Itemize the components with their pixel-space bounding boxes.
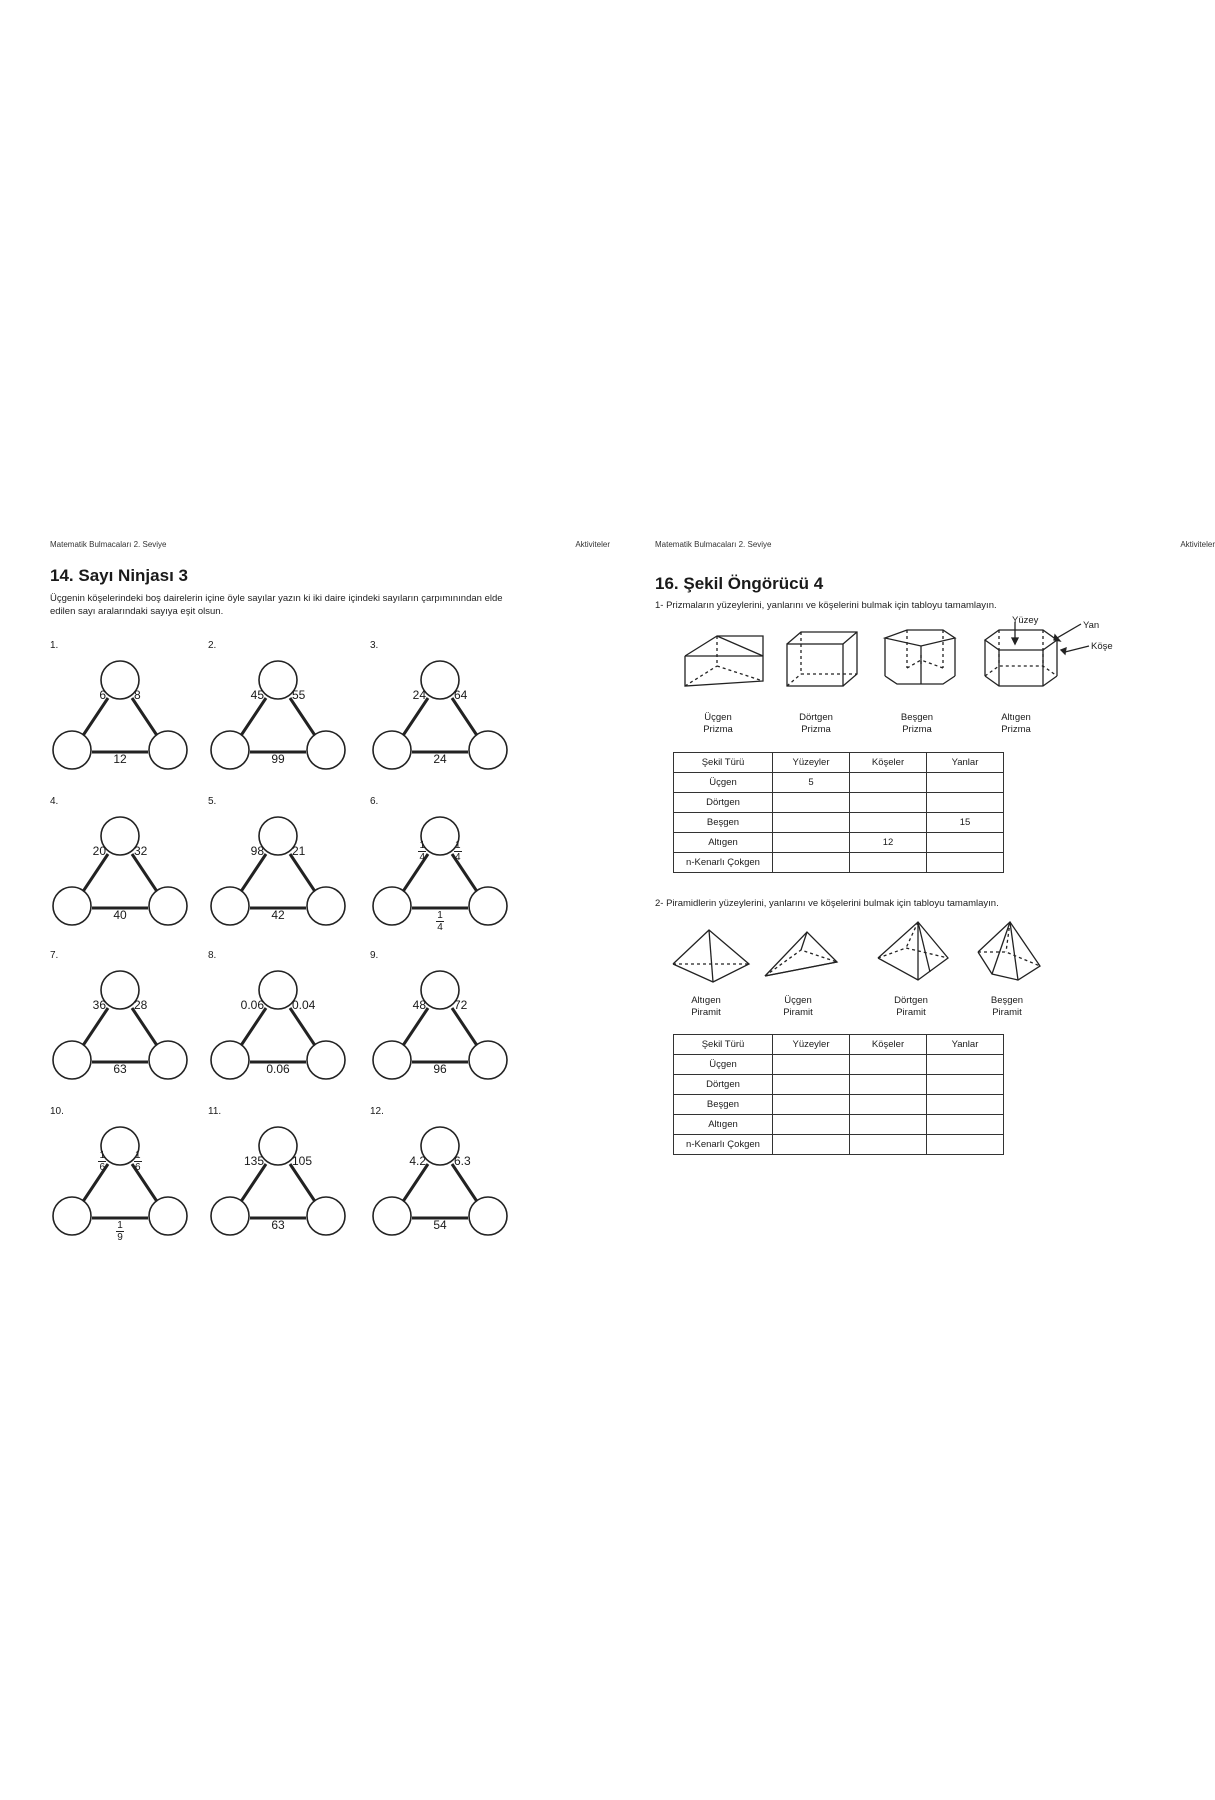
fraction	[134, 1150, 142, 1173]
column-header: Köşeler	[850, 1035, 927, 1055]
fraction-numerator: 1	[455, 840, 461, 851]
edge-value-left: 20	[92, 844, 106, 858]
triangle-puzzle	[208, 796, 348, 946]
empty-left-circle[interactable]	[373, 731, 411, 769]
puzzle-number: 12.	[370, 1106, 384, 1117]
edge-value-right: 64	[454, 688, 468, 702]
triangle-edge	[290, 1008, 318, 1050]
column-header: Şekil Türü	[674, 1035, 773, 1055]
edge-value-right: 32	[134, 844, 148, 858]
edge-value-left: 48	[412, 998, 426, 1012]
edge-value-bottom: 42	[271, 908, 285, 922]
puzzle-number: 9.	[370, 950, 379, 961]
answer-cell[interactable]	[927, 1115, 1004, 1135]
answer-cell[interactable]	[927, 833, 1004, 853]
triangle-edge	[80, 854, 108, 896]
triangle-edge	[290, 698, 318, 740]
empty-right-circle[interactable]	[149, 1041, 187, 1079]
edge-value-right: 8	[134, 688, 141, 702]
puzzle-number: 1.	[50, 640, 59, 651]
empty-right-circle[interactable]	[149, 887, 187, 925]
empty-left-circle[interactable]	[211, 1041, 249, 1079]
answer-cell[interactable]	[927, 773, 1004, 793]
row-label: Dörtgen	[674, 793, 773, 813]
edge-value-right	[454, 840, 506, 863]
edge-value-bottom: 96	[433, 1062, 447, 1076]
square-pyramid-icon	[878, 922, 948, 980]
triangle-edge	[238, 698, 266, 740]
edge-value-bottom: 99	[271, 752, 285, 766]
pyramid-caption: Dörtgen Piramit	[894, 995, 928, 1018]
fraction-denominator: 4	[419, 852, 425, 863]
table-row	[674, 1135, 1004, 1155]
table-row	[674, 813, 1004, 833]
running-header	[50, 540, 610, 554]
edge-value-left: 45	[250, 688, 264, 702]
answer-cell[interactable]	[850, 793, 927, 813]
instructions: Üçgenin köşelerindeki boş dairelerin içine öyle sayılar yazın ki iki daire içindeki sayıların çarpımınından elde edilen sayı aralarındaki sayıya eşit olsun.	[50, 593, 503, 617]
empty-right-circle[interactable]	[307, 887, 345, 925]
triangle-puzzle	[370, 1106, 510, 1256]
fraction	[418, 840, 426, 863]
empty-left-circle[interactable]	[53, 731, 91, 769]
left-page	[50, 540, 610, 1243]
book-title: Matematik Bulmacaları 2. Seviye	[50, 540, 167, 549]
row-label: Altıgen	[674, 833, 773, 853]
triangle-edge	[452, 1008, 480, 1050]
answer-cell[interactable]	[927, 1135, 1004, 1155]
column-header: Yüzeyler	[773, 1035, 850, 1055]
row-label: Üçgen	[674, 1055, 773, 1075]
callout-vertex: Köşe	[1091, 641, 1113, 652]
table-row	[674, 773, 1004, 793]
triangle-edge	[238, 1008, 266, 1050]
empty-left-circle[interactable]	[211, 887, 249, 925]
edge-value-bottom: 63	[271, 1218, 285, 1232]
edge-value-left: 4.2	[409, 1154, 426, 1168]
table-row	[674, 833, 1004, 853]
empty-left-circle[interactable]	[211, 731, 249, 769]
prism-caption: Beşgen Prizma	[900, 712, 934, 735]
fraction-numerator: 1	[135, 1150, 141, 1161]
pyramid-drawings	[673, 922, 1073, 1002]
pyramid-table	[673, 1034, 1004, 1155]
row-label: n-Kenarlı Çokgen	[674, 853, 773, 873]
triangle-edge	[400, 1164, 428, 1206]
empty-right-circle[interactable]	[469, 731, 507, 769]
edge-value-left: 6	[99, 688, 106, 702]
table-row	[674, 1075, 1004, 1095]
row-label: Beşgen	[674, 813, 773, 833]
empty-left-circle[interactable]	[211, 1197, 249, 1235]
triangle-edge	[80, 698, 108, 740]
puzzle-number: 7.	[50, 950, 59, 961]
fraction-denominator: 4	[455, 852, 461, 863]
row-label: n-Kenarlı Çokgen	[674, 1135, 773, 1155]
prism-caption: Dörtgen Prizma	[799, 712, 833, 735]
puzzle-number: 3.	[370, 640, 379, 651]
triangle-puzzle	[50, 640, 190, 790]
answer-cell[interactable]	[773, 1135, 850, 1155]
callout-edge: Yan	[1083, 620, 1100, 631]
edge-value-right: 55	[292, 688, 306, 702]
table-row	[674, 1055, 1004, 1075]
callout-face: Yüzey	[1012, 615, 1039, 626]
table-row	[674, 1095, 1004, 1115]
answer-cell[interactable]	[850, 773, 927, 793]
puzzle-number: 2.	[208, 640, 217, 651]
fraction-numerator: 1	[117, 1220, 123, 1231]
fraction	[436, 910, 444, 933]
empty-right-circle[interactable]	[149, 1197, 187, 1235]
prism-caption: Üçgen Prizma	[703, 712, 733, 735]
puzzle-number: 8.	[208, 950, 217, 961]
answer-cell[interactable]	[773, 793, 850, 813]
triangle-puzzle	[208, 640, 348, 790]
triangle-edge	[132, 1008, 160, 1050]
puzzle-number: 5.	[208, 796, 217, 807]
triangle-edge	[238, 1164, 266, 1206]
column-header: Şekil Türü	[674, 753, 773, 773]
empty-left-circle[interactable]	[53, 1197, 91, 1235]
row-label: Altıgen	[674, 1115, 773, 1135]
answer-cell[interactable]	[773, 1115, 850, 1135]
table-header-row	[674, 1035, 1004, 1055]
edge-value-bottom: 63	[113, 1062, 127, 1076]
empty-left-circle[interactable]	[373, 1041, 411, 1079]
answer-cell[interactable]	[927, 1095, 1004, 1115]
fraction	[98, 1150, 106, 1173]
edge-value-bottom: 40	[113, 908, 127, 922]
triangle-edge	[132, 698, 160, 740]
triangle-edge	[400, 698, 428, 740]
row-label: Dörtgen	[674, 1075, 773, 1095]
section-2-instructions: 2- Piramidlerin yüzeylerini, yanlarını ve köşelerini bulmak için tabloyu tamamlayın.	[655, 898, 999, 909]
triangle-edge	[400, 1008, 428, 1050]
answer-cell[interactable]	[850, 813, 927, 833]
fraction	[454, 840, 462, 863]
answer-cell: 5	[773, 773, 850, 793]
table-row	[674, 793, 1004, 813]
edge-value-right: 21	[292, 844, 306, 858]
empty-right-circle[interactable]	[469, 887, 507, 925]
edge-value-right	[134, 1150, 186, 1173]
answer-cell[interactable]	[850, 1095, 927, 1115]
edge-value-bottom: 54	[433, 1218, 447, 1232]
puzzle-number: 4.	[50, 796, 59, 807]
edge-value-bottom: 24	[433, 752, 447, 766]
answer-cell[interactable]	[927, 1055, 1004, 1075]
pyramid-caption: Beşgen Piramit	[990, 995, 1024, 1018]
triangle-edge	[132, 854, 160, 896]
edge-value-right: 0.04	[292, 998, 316, 1012]
answer-cell[interactable]	[850, 1135, 927, 1155]
row-label: Üçgen	[674, 773, 773, 793]
puzzle-number: 6.	[370, 796, 379, 807]
empty-left-circle[interactable]	[373, 1197, 411, 1235]
fraction-numerator: 1	[419, 840, 425, 851]
answer-cell[interactable]	[773, 1055, 850, 1075]
page-title: 14. Sayı Ninjası 3	[50, 566, 188, 585]
triangle-puzzle	[50, 1106, 190, 1256]
pentagonal-prism-icon	[885, 630, 955, 684]
triangle-edge	[238, 854, 266, 896]
table-row	[674, 853, 1004, 873]
answer-cell[interactable]	[850, 1055, 927, 1075]
prism-caption: Altıgen Prizma	[1001, 712, 1031, 735]
running-header	[655, 540, 1215, 554]
empty-left-circle[interactable]	[53, 1041, 91, 1079]
empty-right-circle[interactable]	[469, 1041, 507, 1079]
pyramid-caption: Üçgen Piramit	[783, 995, 813, 1018]
edge-value-bottom: 12	[113, 752, 127, 766]
edge-value-left	[50, 1150, 106, 1173]
section-label: Aktiviteler	[1180, 540, 1215, 549]
answer-cell: 15	[927, 813, 1004, 833]
right-page	[655, 540, 1215, 1240]
column-header: Yüzeyler	[773, 753, 850, 773]
puzzle-number: 11.	[208, 1106, 222, 1117]
edge-value-bottom	[90, 1220, 150, 1243]
row-label: Beşgen	[674, 1095, 773, 1115]
triangle-puzzle	[370, 640, 510, 790]
triangular-pyramid-icon	[765, 932, 837, 976]
triangle-puzzle	[50, 950, 190, 1100]
page-title: 16. Şekil Öngörücü 4	[655, 574, 824, 593]
fraction-denominator: 9	[117, 1232, 123, 1243]
pyramid-caption: Altıgen Piramit	[691, 995, 721, 1018]
column-header: Yanlar	[927, 1035, 1004, 1055]
triangle-puzzle	[208, 950, 348, 1100]
answer-cell[interactable]	[773, 1095, 850, 1115]
fraction-denominator: 6	[135, 1162, 141, 1173]
answer-cell[interactable]	[850, 853, 927, 873]
answer-cell[interactable]	[850, 1075, 927, 1095]
arrow-icon	[1057, 624, 1081, 638]
answer-cell[interactable]	[773, 853, 850, 873]
triangle-puzzle	[50, 796, 190, 946]
fraction	[116, 1220, 124, 1243]
edge-value-bottom	[410, 910, 470, 933]
empty-left-circle[interactable]	[53, 887, 91, 925]
edge-value-left: 24	[412, 688, 426, 702]
empty-right-circle[interactable]	[469, 1197, 507, 1235]
edge-value-right: 72	[454, 998, 468, 1012]
answer-cell[interactable]	[773, 833, 850, 853]
empty-right-circle[interactable]	[307, 1197, 345, 1235]
empty-right-circle[interactable]	[307, 731, 345, 769]
edge-value-right: 105	[292, 1154, 313, 1168]
edge-value-left: 0.06	[240, 998, 264, 1012]
rectangular-prism-icon	[787, 632, 857, 686]
fraction-numerator: 1	[99, 1150, 105, 1161]
answer-cell[interactable]	[927, 1075, 1004, 1095]
edge-value-right: 28	[134, 998, 148, 1012]
edge-value-left: 98	[250, 844, 264, 858]
fraction-numerator: 1	[437, 910, 443, 921]
column-header: Köşeler	[850, 753, 927, 773]
triangle-edge	[80, 1008, 108, 1050]
edge-value-right: 6.3	[454, 1154, 471, 1168]
book-title: Matematik Bulmacaları 2. Seviye	[655, 540, 772, 549]
triangle-puzzle	[370, 796, 510, 946]
empty-left-circle[interactable]	[373, 887, 411, 925]
fraction-denominator: 6	[99, 1162, 105, 1173]
table-row	[674, 1115, 1004, 1135]
triangle-puzzle	[208, 1106, 348, 1256]
triangle-edge	[452, 1164, 480, 1206]
answer-cell: 12	[850, 833, 927, 853]
empty-right-circle[interactable]	[307, 1041, 345, 1079]
hexagonal-pyramid-icon	[673, 930, 749, 982]
hexagonal-prism-icon	[985, 630, 1057, 686]
edge-value-left	[370, 840, 426, 863]
answer-cell[interactable]	[773, 1075, 850, 1095]
table-header-row	[674, 753, 1004, 773]
triangle-puzzle	[370, 950, 510, 1100]
answer-cell[interactable]	[773, 813, 850, 833]
section-1-instructions: 1- Prizmaların yüzeylerini, yanlarını ve köşelerini bulmak için tabloyu tamamlayın.	[655, 600, 997, 611]
triangle-edge	[452, 698, 480, 740]
section-label: Aktiviteler	[575, 540, 610, 549]
fraction-denominator: 4	[437, 922, 443, 933]
column-header: Yanlar	[927, 753, 1004, 773]
edge-value-left: 36	[92, 998, 106, 1012]
puzzle-number: 10.	[50, 1106, 64, 1117]
triangle-edge	[290, 854, 318, 896]
edge-value-bottom: 0.06	[266, 1062, 290, 1076]
pentagonal-pyramid-icon	[978, 922, 1040, 980]
empty-right-circle[interactable]	[149, 731, 187, 769]
triangular-prism-icon	[685, 636, 763, 686]
arrow-icon	[1065, 646, 1089, 652]
answer-cell[interactable]	[850, 1115, 927, 1135]
answer-cell[interactable]	[927, 793, 1004, 813]
edge-value-left: 135	[243, 1154, 264, 1168]
triangle-edge	[290, 1164, 318, 1206]
answer-cell[interactable]	[927, 853, 1004, 873]
prism-table	[673, 752, 1004, 873]
prism-drawings	[685, 626, 1105, 706]
